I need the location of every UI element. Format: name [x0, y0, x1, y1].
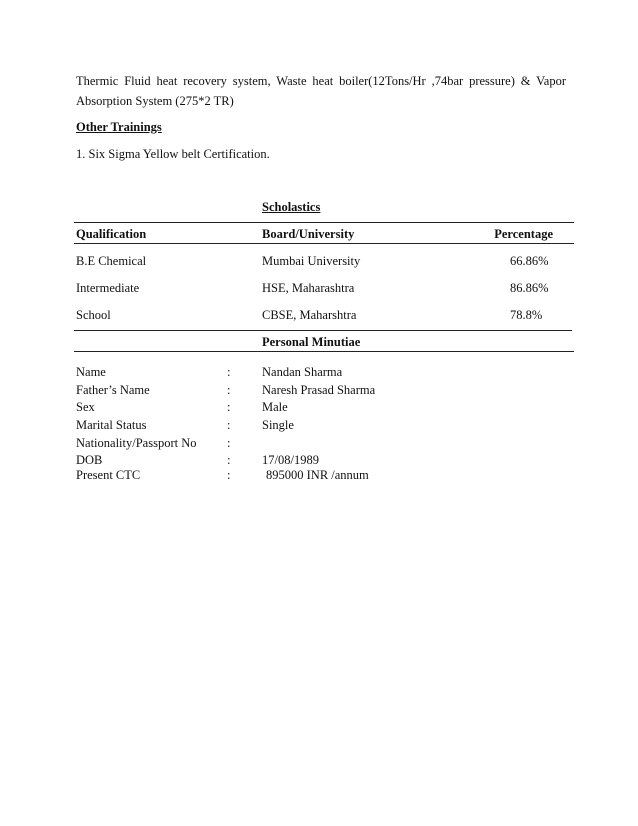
intro-line-2: Absorption System (275*2 TR) — [76, 94, 234, 108]
personal-value: 895000 INR /annum — [266, 468, 369, 482]
intro-line-1: Thermic Fluid heat recovery system, Waste heat boiler(12Tons/Hr ,74bar pressure) & Vapor — [76, 74, 566, 88]
scholastics-heading: Scholastics — [262, 200, 321, 214]
personal-label: Marital Status — [76, 418, 147, 432]
personal-separator: : — [227, 400, 231, 414]
personal-separator: : — [227, 453, 231, 467]
table-cell-board: HSE, Maharashtra — [262, 281, 355, 295]
personal-label: Sex — [76, 400, 95, 414]
column-header-board: Board/University — [262, 227, 355, 241]
personal-value: Single — [262, 418, 294, 432]
training-item: 1. Six Sigma Yellow belt Certification. — [76, 147, 270, 161]
personal-separator: : — [227, 365, 231, 379]
table-cell-percentage: 86.86% — [510, 281, 549, 295]
other-trainings-heading: Other Trainings — [76, 120, 162, 134]
personal-value: Nandan Sharma — [262, 365, 343, 379]
personal-label: DOB — [76, 453, 103, 467]
column-header-qualification: Qualification — [76, 227, 147, 241]
personal-heading: Personal Minutiae — [262, 335, 361, 349]
personal-value: 17/08/1989 — [262, 453, 319, 467]
personal-value: Naresh Prasad Sharma — [262, 383, 376, 397]
personal-separator: : — [227, 418, 231, 432]
personal-separator: : — [227, 468, 231, 482]
scholastics-top-rule — [74, 222, 574, 223]
personal-label: Name — [76, 365, 106, 379]
personal-heading-rule — [74, 351, 574, 352]
column-header-percentage: Percentage — [494, 227, 553, 241]
table-cell-qualification: School — [76, 308, 111, 322]
personal-label: Father’s Name — [76, 383, 150, 397]
personal-label: Nationality/Passport No — [76, 436, 197, 450]
scholastics-bottom-rule — [74, 330, 572, 331]
table-cell-board: Mumbai University — [262, 254, 361, 268]
scholastics-header-rule — [74, 243, 574, 244]
table-cell-qualification: B.E Chemical — [76, 254, 147, 268]
personal-separator: : — [227, 383, 231, 397]
table-cell-board: CBSE, Maharshtra — [262, 308, 357, 322]
personal-value: Male — [262, 400, 288, 414]
table-cell-percentage: 78.8% — [510, 308, 543, 322]
personal-separator: : — [227, 436, 231, 450]
table-cell-qualification: Intermediate — [76, 281, 140, 295]
intro-paragraph — [76, 71, 566, 111]
personal-label: Present CTC — [76, 468, 141, 482]
table-cell-percentage: 66.86% — [510, 254, 549, 268]
